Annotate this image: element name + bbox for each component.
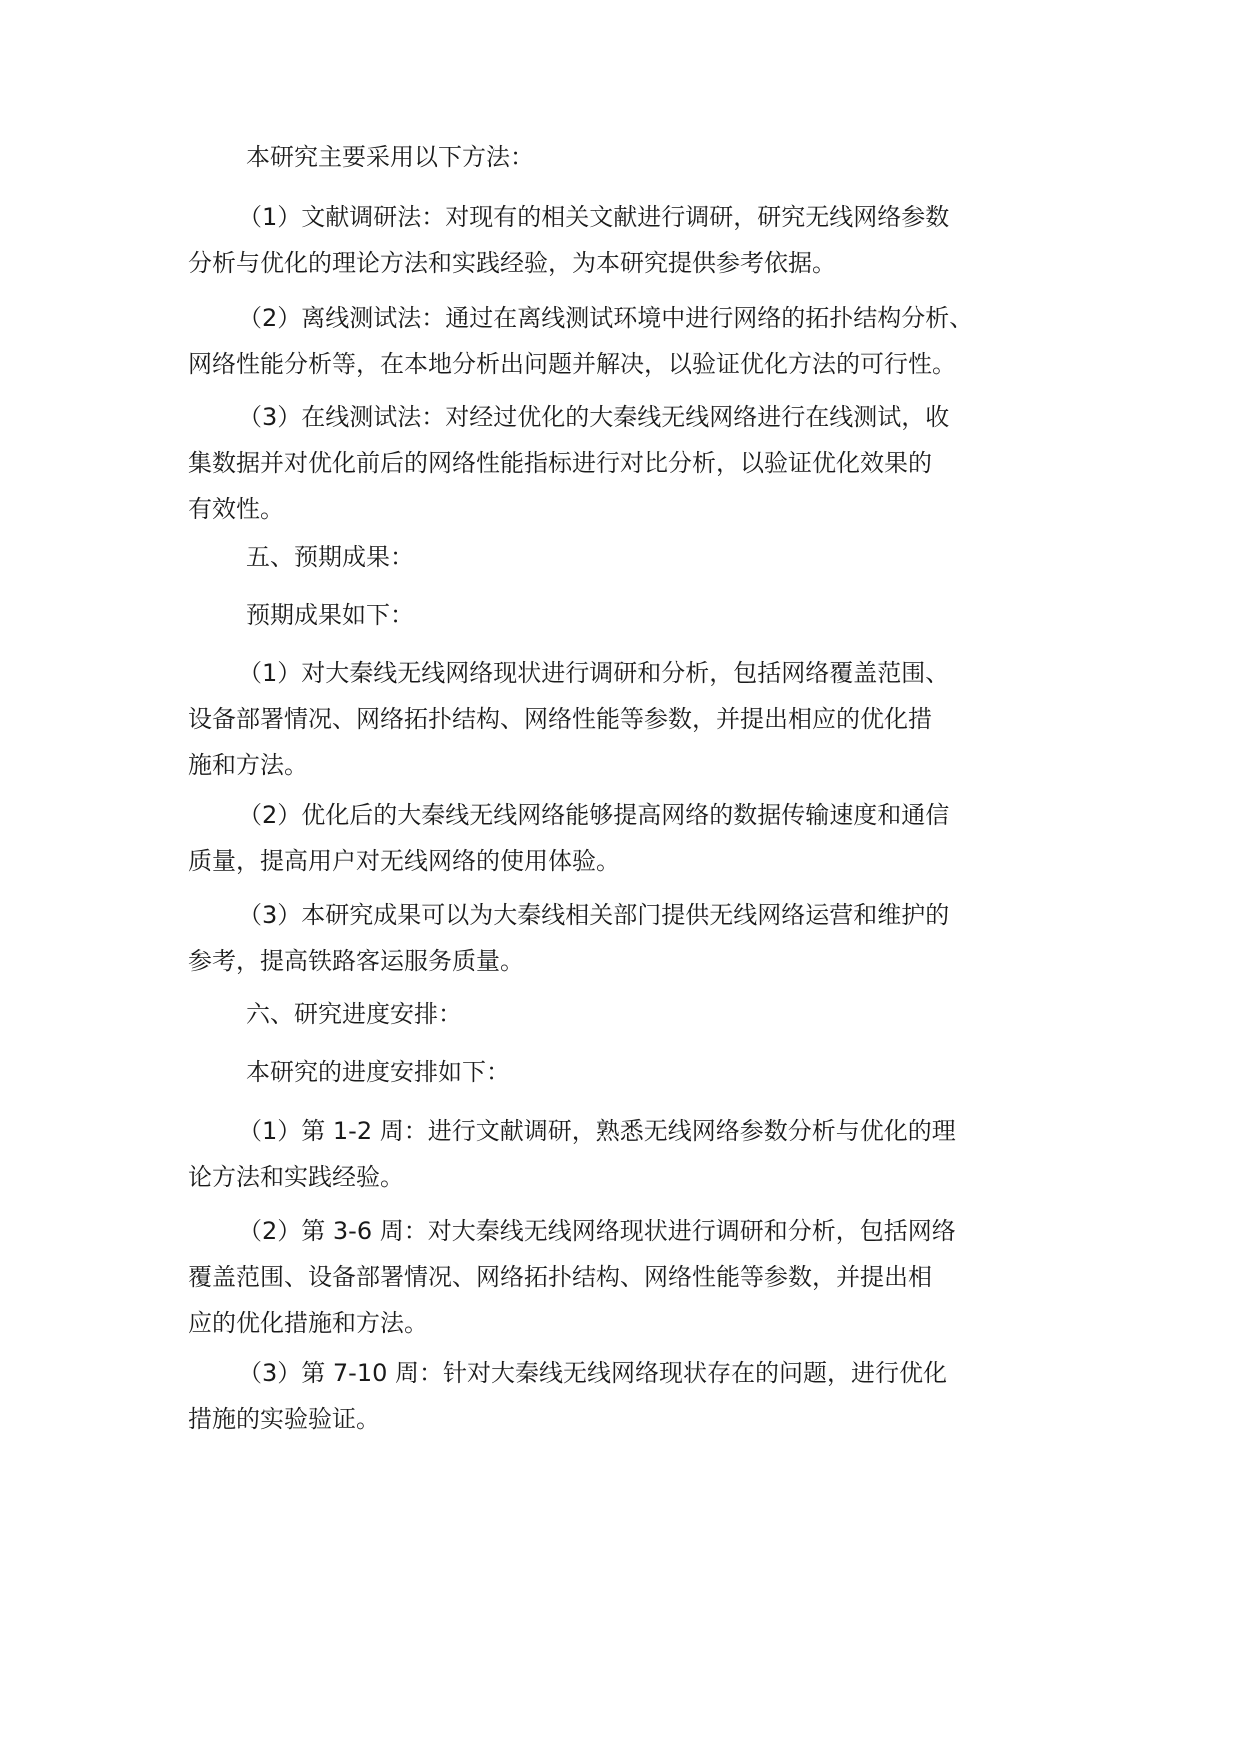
text-line: 施和方法。 <box>188 751 308 779</box>
text-line: 分析与优化的理论方法和实践经验，为本研究提供参考依据。 <box>188 249 836 277</box>
text-line: 参考，提高铁路客运服务质量。 <box>188 947 524 975</box>
section-heading-expected-results <box>188 534 1068 580</box>
paragraph-method-2 <box>188 295 1068 387</box>
paragraph-schedule-intro <box>188 1049 1068 1095</box>
paragraph-method-1 <box>188 194 1068 286</box>
text-line: 网络性能分析等，在本地分析出问题并解决，以验证优化方法的可行性。 <box>188 350 956 378</box>
text-line: 应的优化措施和方法。 <box>188 1309 428 1337</box>
text-line: 六、研究进度安排： <box>246 1000 462 1028</box>
paragraph-results-intro <box>188 592 1068 638</box>
text-line: （3）本研究成果可以为大秦线相关部门提供无线网络运营和维护的 <box>238 901 950 929</box>
text-line: 预期成果如下： <box>246 601 414 629</box>
paragraph-result-2 <box>188 792 1068 884</box>
text-line: （2）第 3-6 周：对大秦线无线网络现状进行调研和分析，包括网络 <box>238 1217 956 1245</box>
text-line: 设备部署情况、网络拓扑结构、网络性能等参数，并提出相应的优化措 <box>188 705 932 733</box>
paragraph-schedule-3 <box>188 1350 1068 1442</box>
text-line: （1）第 1-2 周：进行文献调研，熟悉无线网络参数分析与优化的理 <box>238 1117 956 1145</box>
text-line: 集数据并对优化前后的网络性能指标进行对比分析，以验证优化效果的 <box>188 449 932 477</box>
text-line: 措施的实验验证。 <box>188 1405 380 1433</box>
paragraph-methods-intro <box>188 134 1068 180</box>
text-line: （1）对大秦线无线网络现状进行调研和分析，包括网络覆盖范围、 <box>238 659 950 687</box>
paragraph-method-3 <box>188 394 1068 532</box>
text-line: 有效性。 <box>188 495 284 523</box>
text-line: 论方法和实践经验。 <box>188 1163 404 1191</box>
text-line: 五、预期成果： <box>246 543 414 571</box>
paragraph-result-1 <box>188 650 1068 788</box>
text-line: 本研究主要采用以下方法： <box>246 143 534 171</box>
text-line: （2）离线测试法：通过在离线测试环境中进行网络的拓扑结构分析、 <box>238 304 974 332</box>
paragraph-schedule-1 <box>188 1108 1068 1200</box>
text-line: （3）第 7-10 周：针对大秦线无线网络现状存在的问题，进行优化 <box>238 1359 947 1387</box>
text-line: 覆盖范围、设备部署情况、网络拓扑结构、网络性能等参数，并提出相 <box>188 1263 932 1291</box>
paragraph-schedule-2 <box>188 1208 1068 1346</box>
text-line: 本研究的进度安排如下： <box>246 1058 510 1086</box>
paragraph-result-3 <box>188 892 1068 984</box>
text-line: （2）优化后的大秦线无线网络能够提高网络的数据传输速度和通信 <box>238 801 950 829</box>
section-heading-schedule <box>188 991 1068 1037</box>
text-line: （1）文献调研法：对现有的相关文献进行调研，研究无线网络参数 <box>238 203 950 231</box>
text-line: 质量，提高用户对无线网络的使用体验。 <box>188 847 620 875</box>
text-line: （3）在线测试法：对经过优化的大秦线无线网络进行在线测试，收 <box>238 403 950 431</box>
